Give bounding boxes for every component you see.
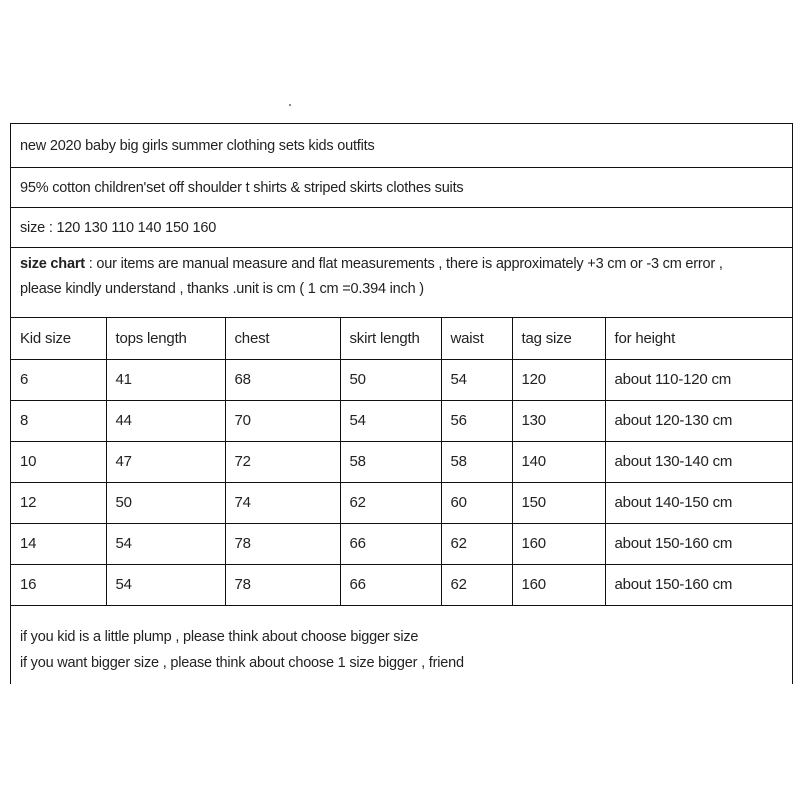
cell-for-height: about 140-150 cm	[605, 482, 792, 523]
cell-skirt-length: 62	[340, 482, 441, 523]
table-row	[11, 523, 792, 564]
cell-kid-size: 16	[11, 564, 106, 605]
cell-for-height: about 130-140 cm	[605, 441, 792, 482]
cell-for-height: about 150-160 cm	[605, 523, 792, 564]
cell-for-height: for height	[605, 318, 792, 359]
cell-tag-size: 120	[512, 359, 605, 400]
size-chart-note-text: : our items are manual measure and flat measurements , there is approximately +3 cm or -3 cm error ,	[84, 256, 723, 272]
cell-skirt-length: 54	[340, 400, 441, 441]
cell-waist: 60	[441, 482, 512, 523]
title-row	[11, 124, 792, 168]
footer-line-1: if you kid is a little plump , please think about choose bigger size	[20, 629, 419, 645]
footer-notes	[11, 624, 800, 676]
table-row	[11, 359, 792, 400]
cell-chest: 68	[225, 359, 340, 400]
size-chart-sheet	[10, 123, 793, 684]
cell-tops-length: 41	[106, 359, 225, 400]
cell-for-height: about 150-160 cm	[605, 564, 792, 605]
product-title: new 2020 baby big girls summer clothing sets kids outfits	[20, 137, 375, 154]
cell-waist: 62	[441, 523, 512, 564]
cell-kid-size: 10	[11, 441, 106, 482]
table-row	[11, 400, 792, 441]
cell-skirt-length: 58	[340, 441, 441, 482]
cell-kid-size: 12	[11, 482, 106, 523]
table-row	[11, 482, 792, 523]
cell-skirt-length: 66	[340, 564, 441, 605]
sizes-row	[11, 208, 792, 248]
cell-tops-length: 47	[106, 441, 225, 482]
cell-tops-length: 54	[106, 523, 225, 564]
cell-kid-size: 14	[11, 523, 106, 564]
table-row	[11, 441, 792, 482]
cell-for-height: about 110-120 cm	[605, 359, 792, 400]
cell-tag-size: 140	[512, 441, 605, 482]
size-chart-note	[11, 248, 792, 318]
cell-chest: 70	[225, 400, 340, 441]
cell-skirt-length: skirt length	[340, 318, 441, 359]
cell-kid-size: Kid size	[11, 318, 106, 359]
cell-tag-size: tag size	[512, 318, 605, 359]
footer-line-2: if you want bigger size , please think about choose 1 size bigger , friend	[20, 655, 464, 671]
product-subtitle: 95% cotton children'set off shoulder t shirts & striped skirts clothes suits	[20, 179, 464, 196]
cell-chest: 78	[225, 523, 340, 564]
cell-tag-size: 160	[512, 564, 605, 605]
cell-tag-size: 130	[512, 400, 605, 441]
size-table	[11, 318, 792, 606]
size-chart-label: size chart	[20, 256, 85, 272]
table-row	[11, 564, 792, 605]
cell-waist: 54	[441, 359, 512, 400]
cell-tops-length: 54	[106, 564, 225, 605]
cell-tops-length: 50	[106, 482, 225, 523]
cell-tag-size: 160	[512, 523, 605, 564]
size-chart-note-line-1	[20, 252, 792, 277]
cell-tops-length: tops length	[106, 318, 225, 359]
cell-tops-length: 44	[106, 400, 225, 441]
cell-kid-size: 8	[11, 400, 106, 441]
cell-skirt-length: 66	[340, 523, 441, 564]
cell-chest: 74	[225, 482, 340, 523]
cell-chest: 72	[225, 441, 340, 482]
available-sizes: size : 120 130 110 140 150 160	[20, 219, 217, 236]
cell-waist: waist	[441, 318, 512, 359]
cell-chest: chest	[225, 318, 340, 359]
cell-chest: 78	[225, 564, 340, 605]
cell-waist: 62	[441, 564, 512, 605]
cell-kid-size: 6	[11, 359, 106, 400]
cell-for-height: about 120-130 cm	[605, 400, 792, 441]
cell-skirt-length: 50	[340, 359, 441, 400]
cell-waist: 56	[441, 400, 512, 441]
cell-waist: 58	[441, 441, 512, 482]
cell-tag-size: 150	[512, 482, 605, 523]
subtitle-row	[11, 168, 792, 208]
table-header-row	[11, 318, 792, 359]
size-chart-note-line-2: please kindly understand , thanks .unit is cm ( 1 cm =0.394 inch )	[20, 281, 424, 297]
stray-dot	[289, 104, 291, 106]
